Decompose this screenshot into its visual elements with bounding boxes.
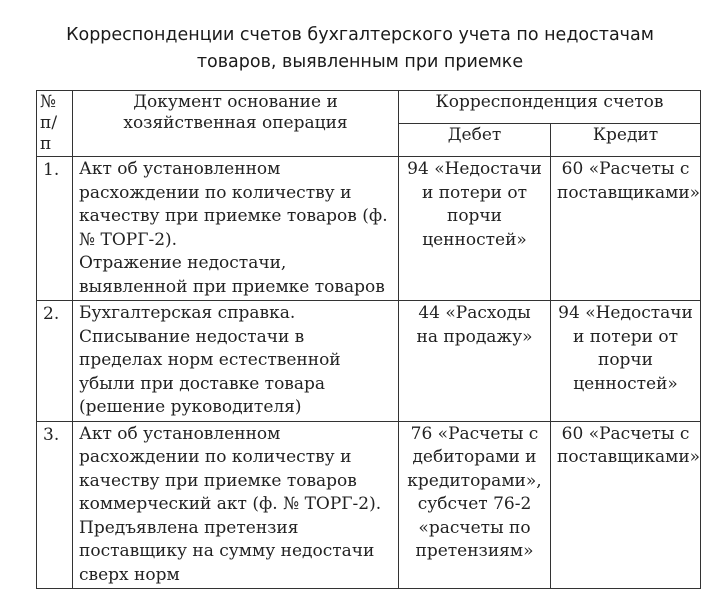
row-debit: 94 «Недостачи и потери от порчи ценностей» xyxy=(399,157,551,301)
table-row xyxy=(37,421,701,589)
row-credit: 60 «Расчеты с поставщиками» xyxy=(551,421,701,589)
business-operation: Предъявлена претензия поставщику на сумму недостачи сверх норм xyxy=(79,517,375,585)
document-basis: Акт об установленном расхождении по количеству и качеству при приемке товаров (ф. № ТОРГ-2). xyxy=(79,159,388,250)
row-credit: 60 «Расчеты с поставщиками» xyxy=(551,157,701,301)
table-row xyxy=(37,301,701,422)
row-debit: 44 «Расходы на продажу» xyxy=(399,301,551,422)
correspondence-table-container xyxy=(36,90,701,585)
document-basis: Акт об установленном расхождении по количеству и качеству при приемке товаров коммерческий акт (ф. № ТОРГ-2). xyxy=(79,423,382,514)
business-operation: Списывание недостачи в пределах норм естественной убыли при доставке товара (решение руководителя) xyxy=(79,326,341,417)
row-number: 3. xyxy=(37,421,73,589)
row-number: 2. xyxy=(37,301,73,422)
header-correspondence: Корреспонденция счетов xyxy=(399,91,701,124)
row-credit: 94 «Недостачи и потери от порчи ценностей» xyxy=(551,301,701,422)
row-document xyxy=(73,301,399,422)
row-document xyxy=(73,157,399,301)
row-document xyxy=(73,421,399,589)
row-number: 1. xyxy=(37,157,73,301)
header-document: Документ основание и хозяйственная операция xyxy=(73,91,399,157)
slide-title: Корреспонденции счетов бухгалтерского учета по недостачам товаров, выявленным при приемке xyxy=(66,25,654,72)
header-credit: Кредит xyxy=(551,124,701,157)
header-num: № п/п xyxy=(37,91,73,157)
row-debit: 76 «Расчеты с дебиторами и кредиторами», субсчет 76-2 «расчеты по претензиям» xyxy=(399,421,551,589)
business-operation: Отражение недостачи, выявленной при приемке товаров xyxy=(79,253,385,297)
header-debit: Дебет xyxy=(399,124,551,157)
correspondence-table xyxy=(36,90,701,589)
header-row xyxy=(37,91,701,124)
table-row xyxy=(37,157,701,301)
document-basis: Бухгалтерская справка. xyxy=(79,303,296,323)
